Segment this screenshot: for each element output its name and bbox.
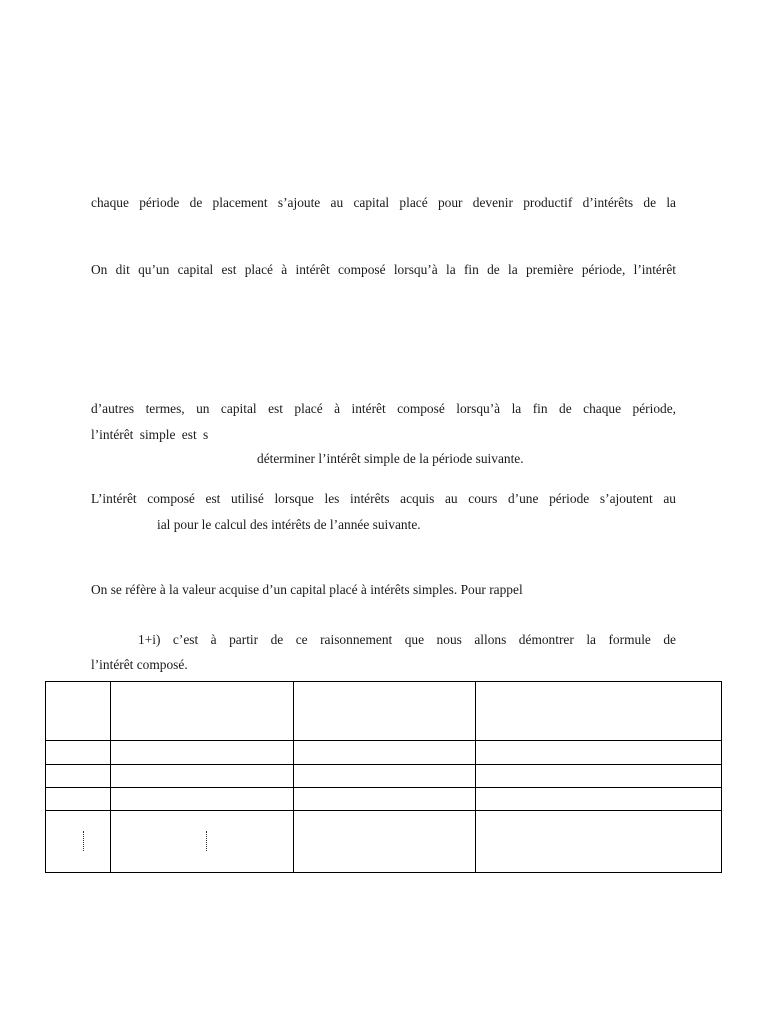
table-row-divider bbox=[46, 810, 721, 811]
vertical-ellipsis-marker bbox=[206, 831, 207, 851]
table-row-divider bbox=[46, 787, 721, 788]
paragraph-1-line-1: chaque période de placement s’ajoute au capital placé pour devenir productif d’intérêts de la bbox=[91, 195, 676, 210]
paragraph-4-line-2: ial pour le calcul des intérêts de l’année suivante. bbox=[157, 517, 421, 532]
paragraph-5-line-1: On se réfère à la valeur acquise d’un capital placé à intérêts simples. Pour rappel bbox=[91, 582, 523, 597]
table-row-divider bbox=[46, 764, 721, 765]
table-column-divider bbox=[293, 682, 294, 872]
paragraph-6-line-2: l’intérêt composé. bbox=[91, 657, 188, 672]
vertical-ellipsis-marker bbox=[83, 831, 84, 851]
table-column-divider bbox=[475, 682, 476, 872]
table-column-divider bbox=[110, 682, 111, 872]
table-row-divider bbox=[46, 740, 721, 741]
paragraph-3-line-1: d’autres termes, un capital est placé à intérêt composé lorsqu’à la fin de chaque période, bbox=[91, 401, 676, 416]
paragraph-4-line-1: L’intérêt composé est utilisé lorsque les intérêts acquis au cours d’une période s’ajoutent au bbox=[91, 491, 676, 506]
paragraph-3-line-2: l’intérêt simple est s bbox=[91, 427, 209, 442]
compound-interest-table bbox=[45, 681, 722, 873]
paragraph-2-line-1: On dit qu’un capital est placé à intérêt composé lorsqu’à la fin de la première période, l’intérêt bbox=[91, 262, 676, 277]
paragraph-3-line-3: déterminer l’intérêt simple de la période suivante. bbox=[257, 451, 524, 466]
paragraph-6-line-1: 1+i) c’est à partir de ce raisonnement que nous allons démontrer la formule de bbox=[138, 632, 676, 647]
